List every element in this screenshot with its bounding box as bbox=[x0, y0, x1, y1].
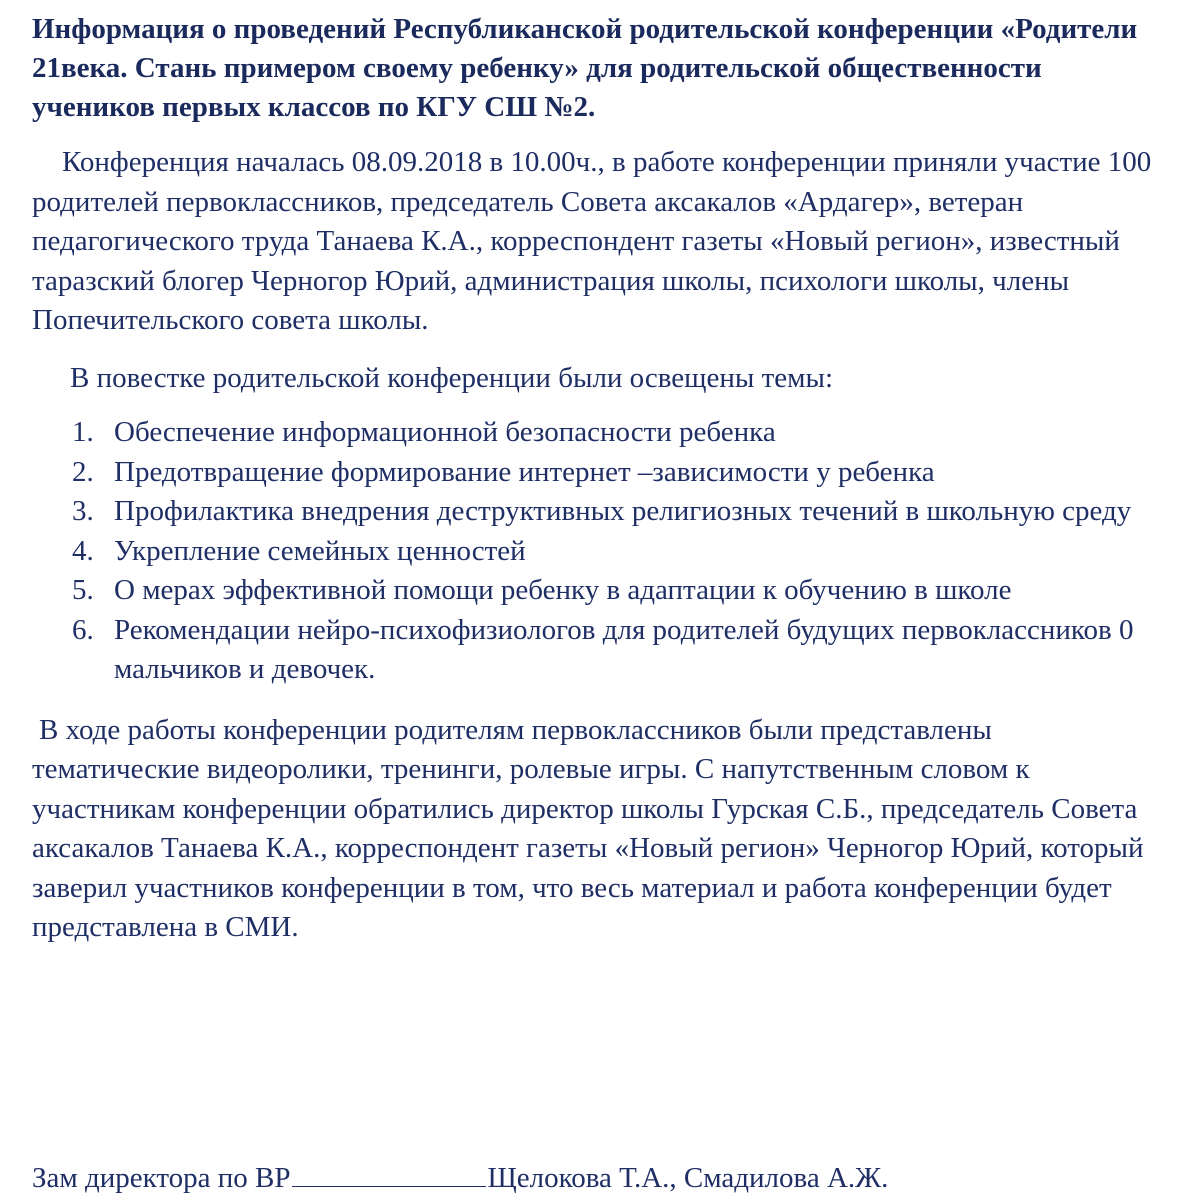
list-item-number: 1. bbox=[72, 416, 94, 448]
list-item-text: О мерах эффективной помощи ребенку в адаптации к обучению в школе bbox=[114, 574, 1012, 606]
document-title: Информация о проведений Республиканской родительской конференции «Родители 21века. Стань примером своему ребенку» для родительской общественности учеников первых классов по КГУ СШ №2. bbox=[32, 13, 1138, 123]
list-item bbox=[32, 492, 1152, 532]
list-item bbox=[32, 571, 1152, 611]
signature-line bbox=[32, 1156, 888, 1198]
list-item bbox=[32, 532, 1152, 572]
signature-role: Зам директора по ВР bbox=[32, 1162, 291, 1194]
list-item-number: 2. bbox=[72, 455, 94, 488]
signature-names: Щелокова Т.А., Смадилова А.Ж. bbox=[487, 1162, 889, 1194]
list-item-number: 5. bbox=[72, 574, 94, 606]
list-item-text: Профилактика внедрения деструктивных религиозных течений в школьную среду bbox=[114, 495, 1132, 527]
list-item bbox=[32, 611, 1152, 690]
list-item bbox=[32, 453, 1152, 493]
agenda-intro: В повестке родительской конференции были освещены темы: bbox=[70, 361, 834, 394]
list-item-text: Рекомендации нейро-психофизиологов для родителей будущих первоклассников 0 мальчиков и девочек. bbox=[114, 613, 1134, 685]
list-item-number: 6. bbox=[72, 613, 94, 646]
closing-paragraph: В ходе работы конференции родителям первоклассников были представлены тематические видеоролики, тренинги, ролевые игры. С напутственным словом к участникам конференции обратились директор школы Гурская С.Б., председатель Совета аксакалов Танаева К.А., корреспондент газеты «Новый регион» Черногор Юрий, который заверил участников конференции в том, что весь материал и работа конференции будет представлена в СМИ. bbox=[32, 713, 1144, 943]
list-item-text: Укрепление семейных ценностей bbox=[114, 534, 526, 567]
list-item bbox=[32, 413, 1152, 453]
list-item-number: 3. bbox=[72, 495, 94, 527]
document-body bbox=[32, 10, 1152, 948]
list-item-number: 4. bbox=[72, 534, 94, 567]
signature-blank bbox=[292, 1156, 486, 1187]
topics-list bbox=[32, 413, 1152, 690]
list-item-text: Обеспечение информационной безопасности ребенка bbox=[114, 416, 776, 448]
list-item-text: Предотвращение формирование интернет –зависимости у ребенка bbox=[114, 455, 935, 488]
intro-paragraph: Конференция началась 08.09.2018 в 10.00ч., в работе конференции приняли участие 100 родителей первоклассников, председатель Совета аксакалов «Ардагер», ветеран педагогического труда Танаева К.А., корреспондент газеты «Новый регион», известный таразский блогер Черногор Юрий, администрация школы, психологи школы, члены Попечительского совета школы. bbox=[32, 146, 1152, 336]
